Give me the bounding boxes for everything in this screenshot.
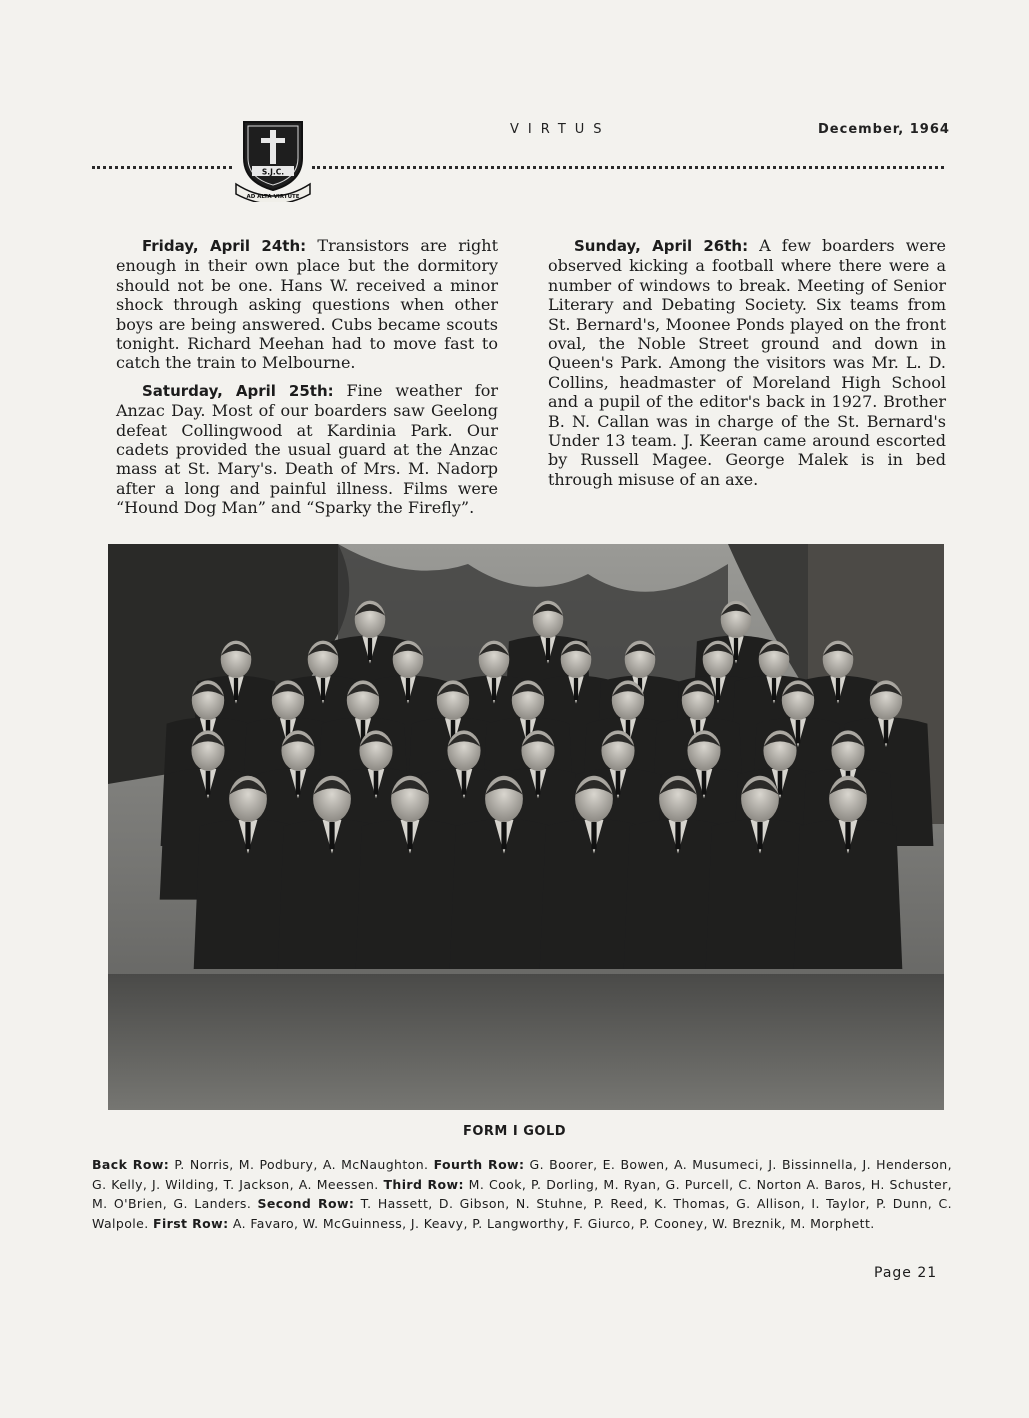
row-label: Second Row: — [257, 1196, 355, 1211]
student-tie — [501, 822, 506, 849]
entry-day: Saturday, April 25th: — [142, 381, 334, 400]
entry-day: Sunday, April 26th: — [574, 237, 749, 255]
student-tie — [796, 720, 801, 743]
entry-day: Friday, April 24th: — [142, 237, 307, 255]
diary-column-right — [548, 236, 946, 497]
svg-text:S.J.C.: S.J.C. — [261, 167, 285, 177]
student-tie — [296, 771, 301, 795]
student-tie — [616, 771, 621, 795]
student-tie — [406, 678, 410, 700]
issue-date: December, 1964 — [818, 122, 950, 137]
row-names: T. Hassett, D. Gibson, N. Stuhne, P. Reed, K. Thomas, G. Allison, I. Taylor, P. Dunn, C. Walpole. — [92, 1196, 952, 1231]
student-tie — [546, 638, 550, 660]
school-crest-icon — [234, 118, 312, 202]
student-tie — [574, 678, 578, 700]
header-rule-left — [92, 166, 232, 169]
student-tie — [836, 678, 840, 700]
diary-entry — [116, 236, 498, 373]
student-tie — [234, 678, 238, 700]
page-number: Page 21 — [874, 1265, 938, 1281]
photo-caption-title: FORM I GOLD — [462, 1124, 567, 1139]
student-tie — [368, 638, 372, 660]
entry-text: Fine weather for Anzac Day. Most of our boarders saw Geelong defeat Collingwood at Kardinia Park. Our cadets provided the usual guard at the Anzac mass at St. Mary's. Death of Mrs. M. Nadorp after a long and painful illness. Films were “Hound Dog Man” and “Sparky the Firefly”. — [116, 380, 498, 518]
diary-entry — [548, 236, 946, 489]
photo-illustration — [108, 544, 944, 1110]
row-label: Fourth Row: — [433, 1157, 525, 1172]
student-tie — [734, 638, 738, 660]
student-tie — [462, 771, 467, 795]
svg-text:AD ALTA VIRTUTE: AD ALTA VIRTUTE — [246, 194, 300, 200]
student-tie — [536, 771, 541, 795]
header-rule-right — [312, 166, 944, 169]
student-tie — [675, 822, 680, 849]
student-tie — [329, 822, 334, 849]
student-tie — [702, 771, 707, 795]
diary-column-left — [116, 236, 498, 526]
entry-text: Transistors are right enough in their own place but the dormitory should not be one. Hans W. received a minor shock through asking questions when other boys are being answered. Cubs became scouts tonight. Richard Meehan had to move fast to catch the train to Melbourne. — [116, 236, 498, 373]
student-tie — [407, 822, 412, 849]
entry-text: A few boarders were observed kicking a football where there were a number of windows to break. Meeting of Senior Literary and Debating Society. Six teams from St. Bernard's, Moonee Ponds played on the front oval, the Noble Street ground and down in Queen's Park. Among the visitors was Mr. L. D. Collins, headmaster of Moreland High School and a pupil of the editor's back in 1927. Brother B. N. Callan was in charge of the St. Bernard's Under 13 team. J. Keeran came around escorted by Russell Magee. George Malek is in bed through misuse of an axe. — [548, 236, 946, 489]
student-tie — [778, 771, 783, 795]
student-tie — [492, 678, 496, 700]
student-tie — [206, 771, 211, 795]
student-tie — [716, 678, 720, 700]
row-label: Back Row: — [92, 1157, 170, 1172]
student-tie — [757, 822, 762, 849]
student-tie — [591, 822, 596, 849]
student-tie — [245, 822, 250, 849]
row-names: P. Norris, M. Podbury, A. McNaughton. — [169, 1157, 434, 1172]
row-label: First Row: — [153, 1215, 229, 1231]
class-group-photo — [108, 544, 944, 1110]
diary-entry — [116, 381, 498, 518]
student-tie — [845, 822, 850, 849]
row-names: M. Cook, P. Dorling, M. Ryan, G. Purcell, C. Norton A. Baros, H. Schuster, M. O'Brien, G. Landers. — [92, 1176, 953, 1211]
row-names: A. Favaro, W. McGuinness, J. Keavy, P. Langworthy, F. Giurco, P. Cooney, W. Breznik, M. Morphett. — [228, 1215, 875, 1231]
student-tie — [772, 678, 776, 700]
row-label: Third Row: — [383, 1176, 464, 1192]
student-tie — [884, 720, 889, 743]
magazine-title: VIRTUS — [510, 122, 611, 137]
row-names: G. Boorer, E. Bowen, A. Musumeci, J. Bissinnella, J. Henderson, G. Kelly, J. Wilding, T. Jackson, A. Meessen. — [92, 1157, 952, 1192]
photo-name-list — [92, 1155, 952, 1233]
student-tie — [321, 678, 325, 700]
student-tie — [374, 771, 379, 795]
